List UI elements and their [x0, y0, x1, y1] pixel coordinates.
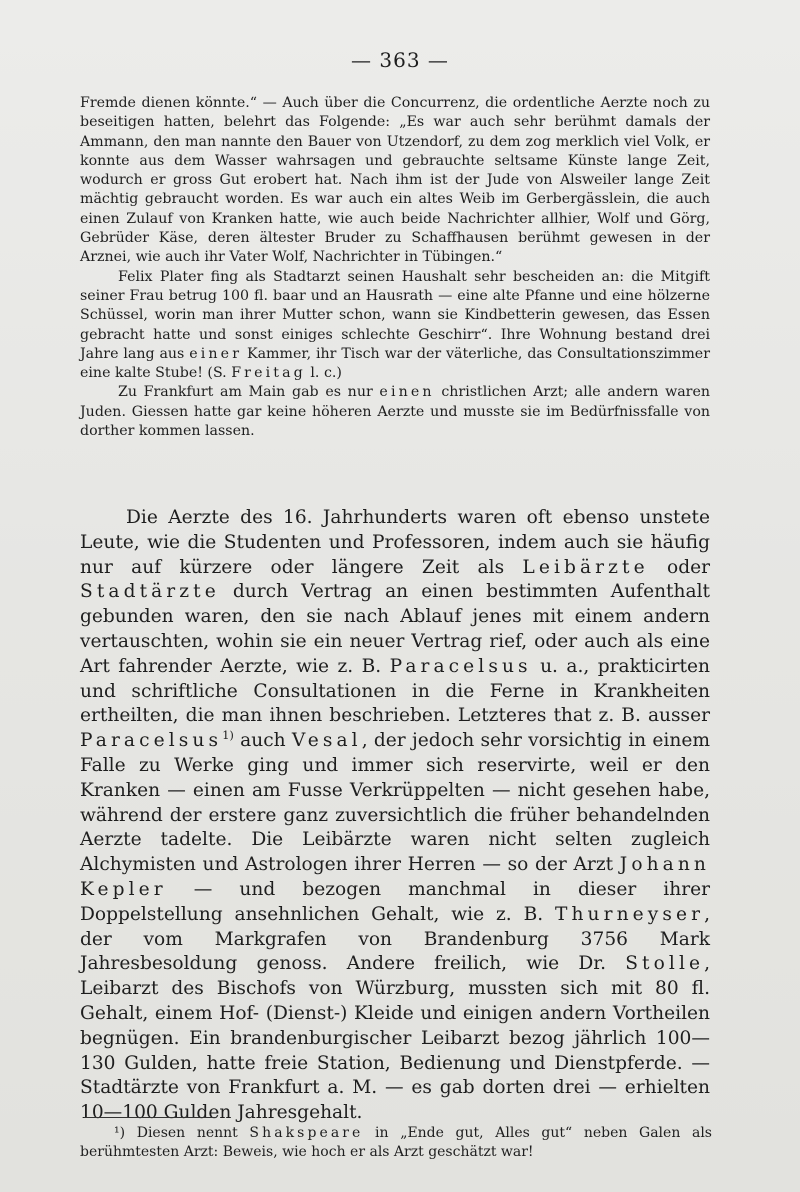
spaced-term: Stadtärzte — [80, 581, 220, 603]
text-run: , Leibarzt des Bischofs von Würzburg, mussten sich mit 80 fl. Gehalt, einem Hof- (Dienst-) Kleide und einigen andern Vortheilen begnügen. Ein brandenburgischer Leibarzt bezog jährlich 100—130 Gulden, hatte freie Station, Bedienung und Dienstpferde. — Stadtärzte von Frankfurt a. M. — es gab dorten drei — erhielten 10—100 Gulden Jahresgehalt. — [80, 953, 710, 1124]
spaced-name: Paracelsus — [389, 655, 532, 677]
spaced-word: einer — [189, 345, 243, 362]
spaced-name: Stolle — [625, 953, 705, 975]
text-run: u. a., prakticirten und schriftliche Consultationen in die Ferne in Krankheiten ertheilten, die man ihnen beschrieben. Letzteres that z. B. ausser — [80, 655, 710, 727]
text-run: in „Ende gut, Alles gut“ neben Galen als berühmtesten Arzt: Beweis, wie hoch er als Arzt geschätzt war! — [80, 1125, 712, 1160]
text-run: Diesen nennt — [125, 1125, 250, 1141]
text-run: l. c.) — [305, 365, 342, 382]
text-run: oder — [648, 556, 710, 578]
spaced-name: Paracelsus — [80, 730, 223, 752]
spaced-name: Johann Kepler — [80, 854, 710, 900]
footnote-reference: 1) — [222, 727, 234, 742]
text-run: , der jedoch sehr vorsichtig in einem Falle zu Werke ging und immer sich reservirte, weil er den Kranken — einen am Fusse Verkrüppelten — nicht gesehen habe, während der erstere ganz zuversichtlich die früher behandelnden Aerzte tadelte. Die Leibärzte waren nicht selten zugleich Alchymisten und Astrologen ihrer Herren — so der Arzt — [80, 730, 710, 876]
footnotes — [80, 1124, 712, 1162]
paragraph-felix-plater — [80, 268, 710, 384]
text-run: auch — [233, 730, 292, 752]
text-run: Kammer, ihr Tisch war der väterliche, das Consultationszimmer eine kalte Stube! (S. — [80, 345, 710, 382]
spaced-name: Vesal — [291, 730, 362, 752]
paragraph-frankfurt — [80, 383, 710, 441]
paragraph-aerzte-16-jahrhundert — [80, 506, 710, 1126]
paragraph-concurrenz: Fremde dienen könnte.“ — Auch über die Concurrenz, die ordentliche Aerzte noch zu beseitigen hatten, belehrt das Folgende: „Es war auch sehr berühmt damals der Ammann, den man nannte den Bauer von Utzendorf, zu dem zog merklich viel Volk, er konnte aus dem Wasser wahrsagen und gebrauchte seltsame Künste lange Zeit, wodurch er gross Gut erobert hat. Nach ihm ist der Jude von Alsweiler lange Zeit mächtig gebraucht worden. Es war auch ein altes Weib im Gerbergässlein, die auch einen Zulauf von Kranken hatte, wie auch beide Nachrichter allhier, Wolf und Görg, Gebrüder Käse, deren ältester Bruder zu Schaffhausen berühmt gewesen in der Arznei, wie auch ihr Vater Wolf, Nachrichter in Tübingen.“ — [80, 95, 710, 266]
text-run: Zu Frankfurt am Main gab es nur — [118, 384, 380, 401]
text-run: christlichen Arzt; alle andern waren Juden. Giessen hatte gar keine höheren Aerzte und musste sie im Bedürfnissfalle von dorther kommen lassen. — [80, 384, 710, 440]
text-run: Die Aerzte des 16. Jahrhunderts waren oft ebenso unstete Leute, wie die Studenten und Professoren, indem auch sie häufig nur auf kürzere oder längere Zeit als — [80, 507, 710, 578]
text-run: — und bezogen manchmal in dieser ihrer Doppelstellung ansehnlichen Gehalt, wie z. B. — [80, 878, 710, 925]
footnote-marker: ¹) — [114, 1125, 126, 1141]
footnote-1 — [80, 1124, 712, 1162]
main-text-block — [80, 506, 710, 1126]
text-run: Felix Plater fing als Stadtarzt seinen Haushalt sehr bescheiden an: die Mitgift seiner Frau betrug 100 fl. baar und an Hausrath — eine alte Pfanne und eine hölzerne Schüssel, worin man ihrer Mutter schon, wann sie Kindbetterin gewesen, das Essen gebracht hatte und sonst einiges schlechte Geschirr“. Ihre Wohnung bestand drei Jahre lang aus — [80, 268, 710, 362]
spaced-name: Shakspeare — [249, 1125, 364, 1141]
spaced-name: Thurneyser — [555, 903, 705, 925]
quoted-passage-block — [80, 94, 710, 441]
spaced-name: Freitag — [231, 365, 306, 382]
spaced-word: einen — [379, 384, 435, 401]
spaced-term: Leibärzte — [522, 556, 649, 578]
text-run: durch Vertrag an einen bestimmten Aufenthalt gebunden waren, den sie nach Ablauf jenes mit einem andern vertauschten, wohin sie ein neuer Vertrag rief, oder auch als eine Art fahrender Aerzte, wie z. B. — [80, 581, 710, 677]
footnote-divider — [84, 1117, 216, 1118]
page-number: — 363 — — [351, 48, 449, 72]
text-run: , der vom Markgrafen von Brandenburg 3756 Mark Jahresbesoldung genoss. Andere freilich, wie Dr. — [80, 903, 710, 975]
